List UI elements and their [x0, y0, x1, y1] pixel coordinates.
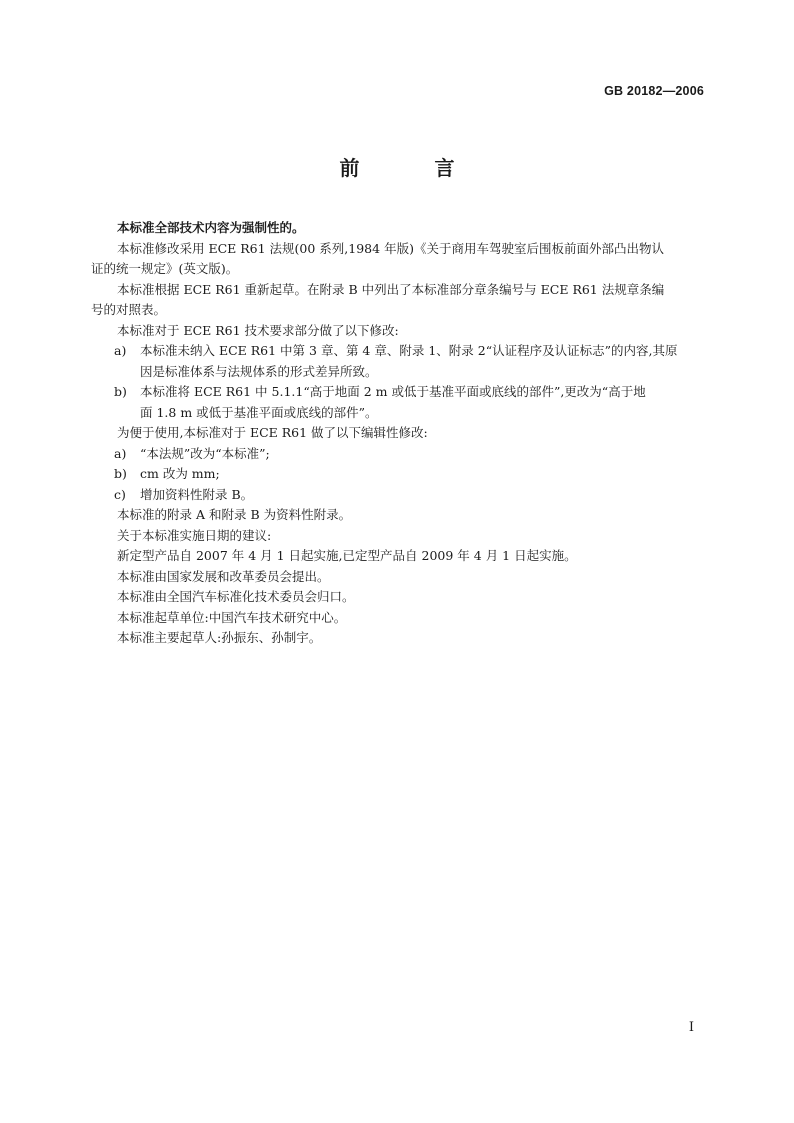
list-item-text-line2: 面 1.8 m 或低于基准平面或底线的部件”。	[140, 404, 378, 420]
list-item-technical-a	[114, 341, 705, 382]
list-marker: b)	[114, 466, 127, 481]
list-item-text: cm 改为 mm;	[140, 466, 220, 481]
standard-code: GB 20182—2006	[604, 84, 704, 98]
paragraph-implementation-dates: 新定型产品自 2007 年 4 月 1 日起实施,已定型产品自 2009 年 4 月 1 日起实施。	[117, 548, 577, 563]
list-item-text: “本法规”改为“本标准”;	[140, 445, 270, 461]
paragraph-editorial-changes: 为便于使用,本标准对于 ECE R61 做了以下编辑性修改:	[117, 425, 428, 440]
paragraph-redrafting-line2: 号的对照表。	[91, 302, 167, 317]
list-marker: a)	[114, 445, 127, 461]
list-item-text-line1: 本标准将 ECE R61 中 5.1.1“高于地面 2 m 或低于基准平面或底线的部件”,更改为“高于地	[140, 384, 646, 399]
list-item-editorial-a	[114, 444, 705, 465]
list-item-text-line1: 本标准未纳入 ECE R61 中第 3 章、第 4 章、附录 1、附录 2“认证程序及认证标志”的内容,其原	[140, 343, 678, 358]
list-item-text: 增加资料性附录 B。	[140, 486, 254, 502]
paragraph-adoption-line1: 本标准修改采用 ECE R61 法规(00 系列,1984 年版)《关于商用车驾驶室后围板前面外部凸出物认	[117, 240, 664, 256]
document-body	[91, 218, 705, 649]
paragraph-centralized: 本标准由全国汽车标准化技术委员会归口。	[117, 589, 355, 604]
paragraph-mandatory-note: 本标准全部技术内容为强制性的。	[117, 220, 305, 235]
paragraph-redrafting-line1: 本标准根据 ECE R61 重新起草。在附录 B 中列出了本标准部分章条编号与 ECE R61 法规章条编	[117, 281, 665, 297]
page-number: I	[688, 1020, 694, 1035]
paragraph-implementation-heading: 关于本标准实施日期的建议:	[117, 527, 272, 543]
page-title: 前 言	[339, 156, 489, 180]
list-marker: c)	[114, 486, 126, 502]
list-item-editorial-b	[114, 464, 705, 485]
paragraph-proposer: 本标准由国家发展和改革委员会提出。	[117, 568, 330, 584]
paragraph-annexes: 本标准的附录 A 和附录 B 为资料性附录。	[117, 507, 352, 522]
paragraph-technical-changes: 本标准对于 ECE R61 技术要求部分做了以下修改:	[117, 322, 399, 338]
list-item-text-line2: 因是标准体系与法规体系的形式差异所致。	[140, 363, 378, 379]
paragraph-drafting-unit: 本标准起草单位:中国汽车技术研究中心。	[117, 609, 347, 625]
paragraph-adoption-line2: 证的统一规定》(英文版)。	[91, 261, 239, 276]
paragraph-drafters: 本标准主要起草人:孙振东、孙制宇。	[117, 630, 322, 645]
list-item-editorial-c	[114, 485, 705, 506]
list-marker: b)	[114, 384, 127, 399]
list-item-technical-b	[114, 382, 705, 423]
list-marker: a)	[114, 343, 127, 358]
